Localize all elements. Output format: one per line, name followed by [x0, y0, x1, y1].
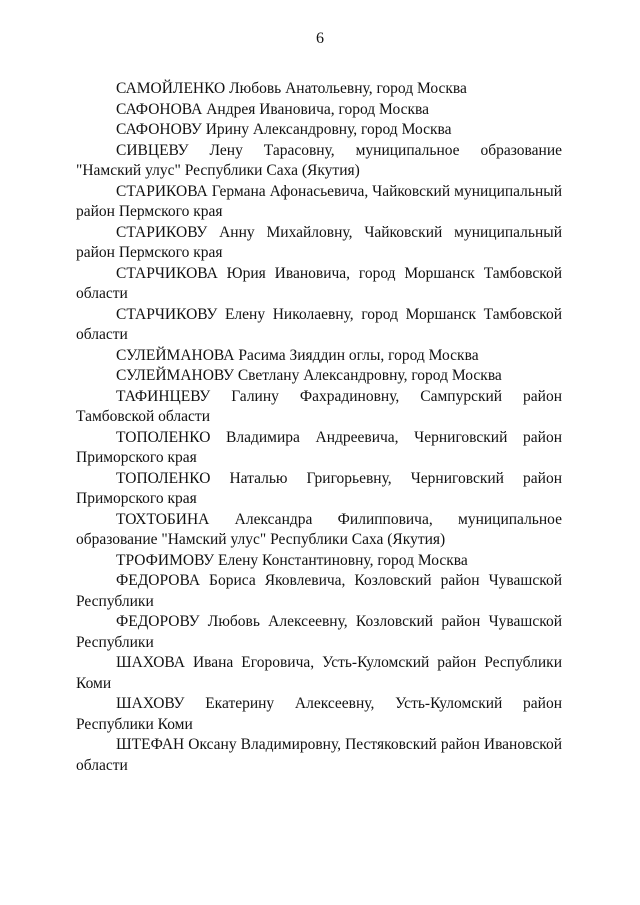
name-list	[76, 79, 562, 776]
list-entry: ФЕДОРОВУ Любовь Алексеевну, Козловский район Чувашской Республики	[76, 613, 562, 651]
list-entry: ШАХОВУ Екатерину Алексеевну, Усть-Куломский район Республики Коми	[76, 695, 562, 733]
list-entry: САФОНОВУ Ирину Александровну, город Москва	[116, 121, 452, 138]
list-entry: СТАРИКОВУ Анну Михайловну, Чайковский муниципальный район Пермского края	[76, 223, 562, 261]
list-entry: СУЛЕЙМАНОВА Расима Зияддин оглы, город Москва	[116, 346, 479, 364]
list-entry: ТРОФИМОВУ Елену Константиновну, город Москва	[116, 551, 468, 569]
list-entry: ТОПОЛЕНКО Владимира Андреевича, Черниговский район Приморского края	[76, 428, 562, 466]
list-entry: ТОХТОБИНА Александра Филипповича, муниципальное образование "Намский улус" Республики Саха (Якутия)	[76, 510, 562, 548]
list-entry: ШАХОВА Ивана Егоровича, Усть-Куломский район Республики Коми	[76, 654, 562, 692]
list-entry: ШТЕФАН Оксану Владимировну, Пестяковский район Ивановской области	[76, 736, 562, 774]
list-entry: СИВЦЕВУ Лену Тарасовну, муниципальное образование "Намский улус" Республики Саха (Якутия)	[76, 141, 562, 179]
list-entry: ФЕДОРОВА Бориса Яковлевича, Козловский район Чувашской Республики	[76, 572, 562, 610]
list-entry: СТАРИКОВА Германа Афонасьевича, Чайковский муниципальный район Пермского края	[76, 182, 562, 220]
page-number: 6	[316, 30, 324, 47]
list-entry: СТАРЧИКОВУ Елену Николаевну, город Моршанск Тамбовской области	[76, 305, 562, 343]
list-entry: САМОЙЛЕНКО Любовь Анатольевну, город Москва	[116, 80, 467, 97]
list-entry: ТАФИНЦЕВУ Галину Фахрадиновну, Сампурский район Тамбовской области	[76, 387, 562, 425]
list-entry: САФОНОВА Андрея Ивановича, город Москва	[116, 100, 429, 118]
list-entry: СТАРЧИКОВА Юрия Ивановича, город Моршанск Тамбовской области	[76, 264, 562, 302]
list-entry: ТОПОЛЕНКО Наталью Григорьевну, Черниговский район Приморского края	[76, 469, 562, 507]
list-entry: СУЛЕЙМАНОВУ Светлану Александровну, город Москва	[116, 367, 502, 384]
